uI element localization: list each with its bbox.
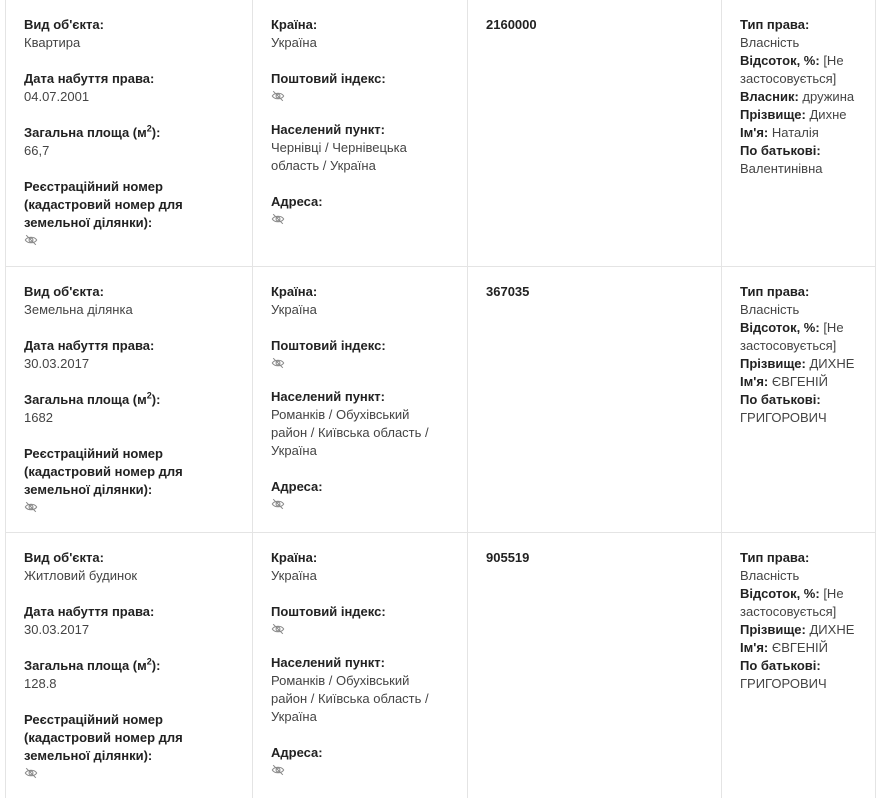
total-area-value: 66,7 xyxy=(24,143,50,158)
right-type-label: Тип права: xyxy=(740,284,810,299)
amount-cell xyxy=(468,533,722,798)
amount-value: 2160000 xyxy=(486,17,537,32)
acquired-date-label: Дата набуття права: xyxy=(24,604,155,619)
settlement-value: Чернівці / Чернівецька область / Україна xyxy=(271,140,407,173)
total-area-label: Загальна площа $(м^2)$: xyxy=(24,123,161,140)
total-area-label: Загальна площа $(м^2)$: xyxy=(24,656,161,673)
share-value: [Не застосовується] xyxy=(740,53,844,86)
object-cell xyxy=(6,267,253,532)
right-type-value: Власність xyxy=(740,302,800,317)
eye-slash-icon xyxy=(24,233,38,247)
country-label: Країна: xyxy=(271,17,318,32)
acquired-date-value: 30.03.2017 xyxy=(24,622,90,637)
rights-cell xyxy=(722,0,875,266)
eye-slash-icon xyxy=(271,356,285,370)
settlement-label: Населений пункт: xyxy=(271,122,385,137)
rights-cell xyxy=(722,267,875,532)
settlement-value: Романків / Обухівський район / Київська область / Україна xyxy=(271,673,429,724)
surname-value: ДИХНЕ xyxy=(809,622,855,637)
object-type-label: Вид об'єкта: xyxy=(24,284,104,299)
right-type-value: Власність xyxy=(740,35,800,50)
eye-slash-icon xyxy=(24,766,38,780)
name-label: Ім'я: xyxy=(740,640,769,655)
location-cell xyxy=(253,533,468,798)
country-value: Україна xyxy=(271,35,317,50)
postal-label: Поштовий індекс: xyxy=(271,604,386,619)
share-label: Відсоток, %: xyxy=(740,586,820,601)
share-value: [Не застосовується] xyxy=(740,320,844,353)
object-cell xyxy=(6,533,253,798)
eye-slash-icon xyxy=(271,622,285,636)
name-label: Ім'я: xyxy=(740,374,769,389)
settlement-label: Населений пункт: xyxy=(271,655,385,670)
location-cell xyxy=(253,0,468,266)
eye-slash-icon xyxy=(271,763,285,777)
eye-slash-icon xyxy=(271,89,285,103)
name-value: ЄВГЕНІЙ xyxy=(771,640,828,655)
location-cell xyxy=(253,267,468,532)
acquired-date-label: Дата набуття права: xyxy=(24,338,155,353)
postal-label: Поштовий індекс: xyxy=(271,338,386,353)
patronymic-value: Валентинівна xyxy=(740,161,823,176)
table-row xyxy=(6,532,875,798)
name-value: Наталія xyxy=(771,125,819,140)
reg-number-label: Реєстраційний номер (кадастровий номер для земельної ділянки): xyxy=(24,446,183,497)
object-type-label: Вид об'єкта: xyxy=(24,550,104,565)
share-value: [Не застосовується] xyxy=(740,586,844,619)
country-label: Країна: xyxy=(271,284,318,299)
acquired-date-value: 30.03.2017 xyxy=(24,356,90,371)
amount-cell xyxy=(468,267,722,532)
eye-slash-icon xyxy=(24,500,38,514)
address-label: Адреса: xyxy=(271,194,323,209)
rights-cell xyxy=(722,533,875,798)
share-label: Відсоток, %: xyxy=(740,320,820,335)
patronymic-label: По батькові: xyxy=(740,392,821,407)
eye-slash-icon xyxy=(271,497,285,511)
right-type-label: Тип права: xyxy=(740,17,810,32)
total-area-value: 1682 xyxy=(24,410,53,425)
right-type-value: Власність xyxy=(740,568,800,583)
patronymic-value: ГРИГОРОВИЧ xyxy=(740,676,827,691)
patronymic-label: По батькові: xyxy=(740,143,821,158)
surname-label: Прізвище: xyxy=(740,622,806,637)
surname-label: Прізвище: xyxy=(740,356,806,371)
object-type-value: Житловий будинок xyxy=(24,568,138,583)
owner-value: дружина xyxy=(802,89,855,104)
address-label: Адреса: xyxy=(271,745,323,760)
country-label: Країна: xyxy=(271,550,318,565)
country-value: Україна xyxy=(271,568,317,583)
surname-value: ДИХНЕ xyxy=(809,356,855,371)
address-label: Адреса: xyxy=(271,479,323,494)
table-row xyxy=(6,0,875,266)
object-cell xyxy=(6,0,253,266)
amount-cell xyxy=(468,0,722,266)
settlement-value: Романків / Обухівський район / Київська область / Україна xyxy=(271,407,429,458)
country-value: Україна xyxy=(271,302,317,317)
acquired-date-label: Дата набуття права: xyxy=(24,71,155,86)
property-table xyxy=(5,0,876,798)
surname-label: Прізвище: xyxy=(740,107,806,122)
name-label: Ім'я: xyxy=(740,125,769,140)
patronymic-label: По батькові: xyxy=(740,658,821,673)
share-label: Відсоток, %: xyxy=(740,53,820,68)
object-type-label: Вид об'єкта: xyxy=(24,17,104,32)
owner-label: Власник: xyxy=(740,89,799,104)
name-value: ЄВГЕНІЙ xyxy=(771,374,828,389)
postal-label: Поштовий індекс: xyxy=(271,71,386,86)
eye-slash-icon xyxy=(271,212,285,226)
total-area-value: 128.8 xyxy=(24,676,57,691)
right-type-label: Тип права: xyxy=(740,550,810,565)
settlement-label: Населений пункт: xyxy=(271,389,385,404)
amount-value: 905519 xyxy=(486,550,530,565)
object-type-value: Квартира xyxy=(24,35,81,50)
table-row xyxy=(6,266,875,532)
patronymic-value: ГРИГОРОВИЧ xyxy=(740,410,827,425)
reg-number-label: Реєстраційний номер (кадастровий номер для земельної ділянки): xyxy=(24,179,183,230)
reg-number-label: Реєстраційний номер (кадастровий номер для земельної ділянки): xyxy=(24,712,183,763)
total-area-label: Загальна площа $(м^2)$: xyxy=(24,390,161,407)
amount-value: 367035 xyxy=(486,284,530,299)
acquired-date-value: 04.07.2001 xyxy=(24,89,90,104)
surname-value: Дихне xyxy=(809,107,847,122)
object-type-value: Земельна ділянка xyxy=(24,302,133,317)
